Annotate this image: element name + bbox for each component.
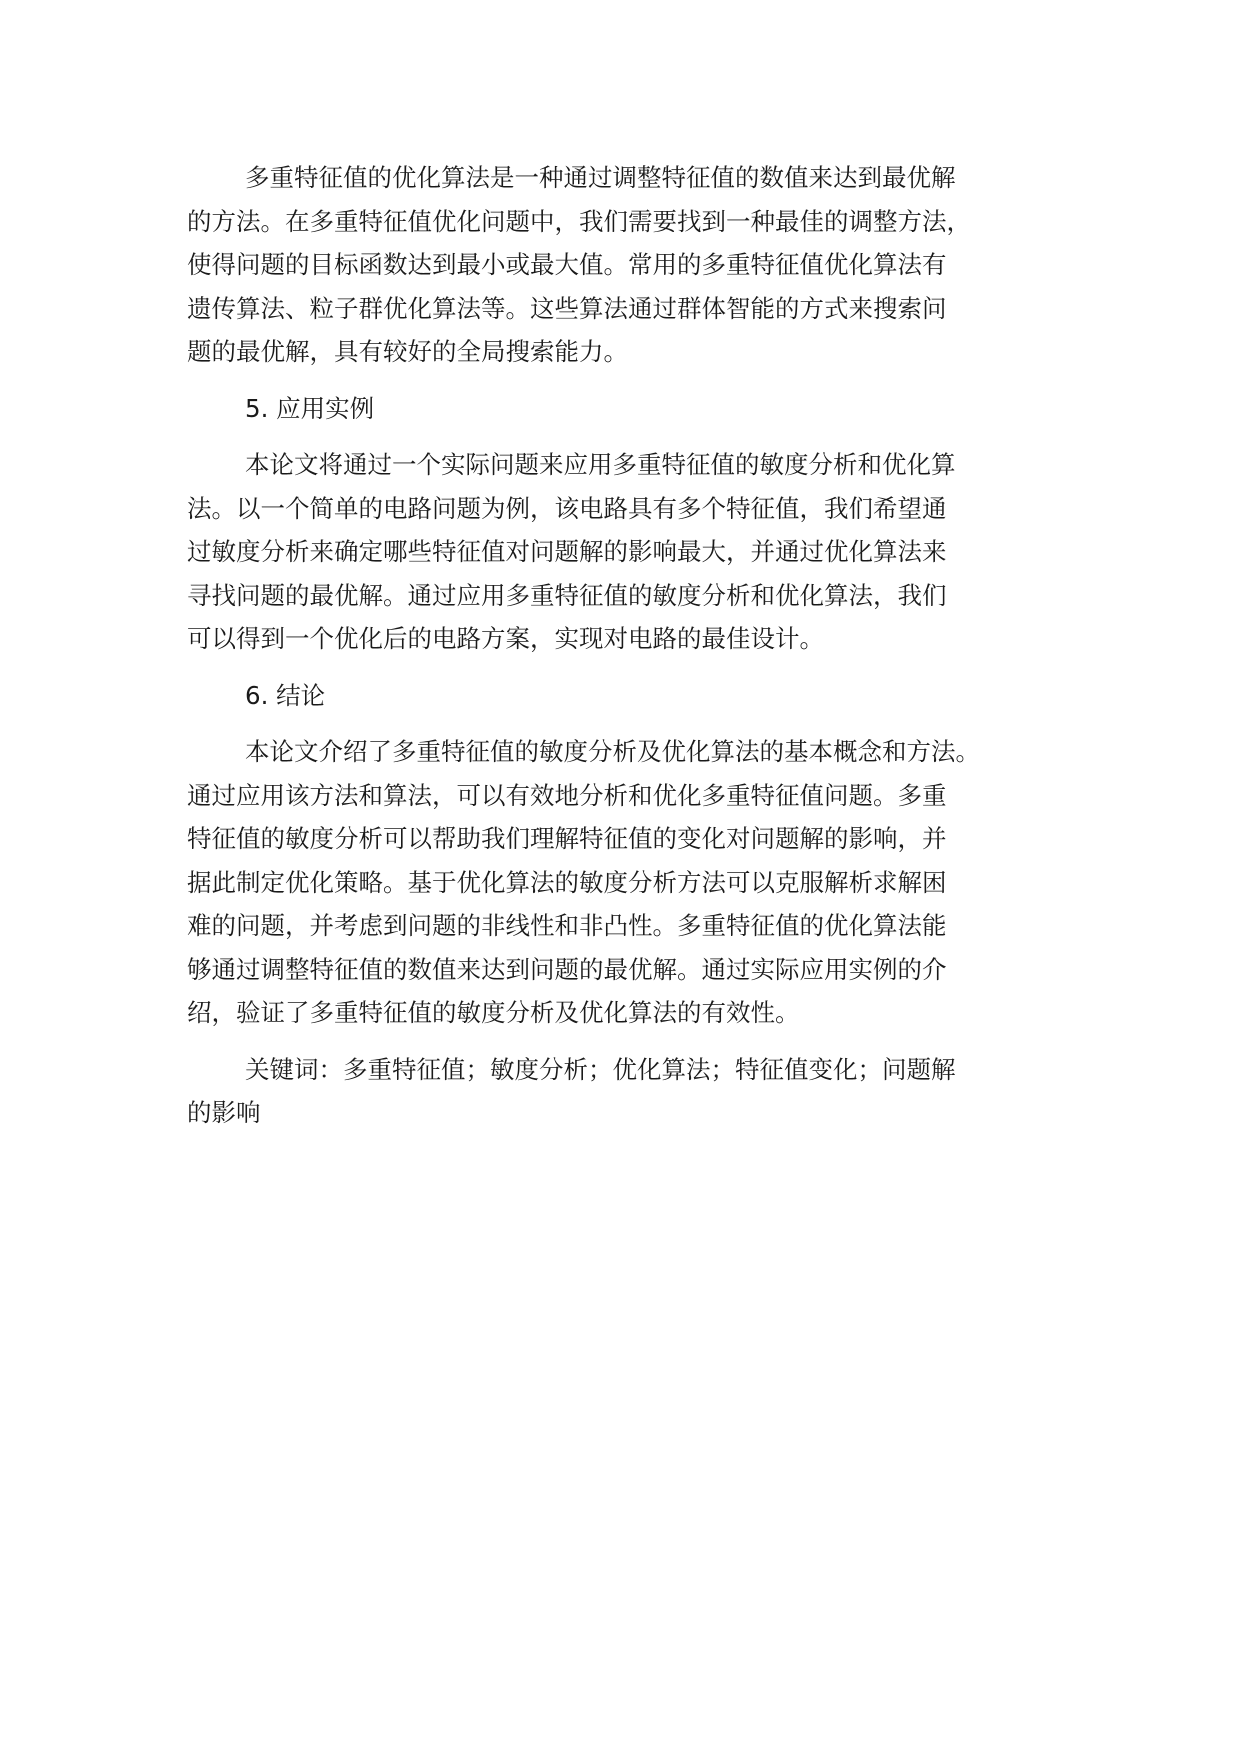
paragraph-keywords (187, 1048, 1087, 1135)
text-line: 绍，验证了多重特征值的敏度分析及优化算法的有效性。 (187, 998, 800, 1027)
text-line: 遗传算法、粒子群优化算法等。这些算法通过群体智能的方式来搜索问 (187, 293, 947, 323)
text-line: 寻找问题的最优解。通过应用多重特征值的敏度分析和优化算法，我们 (187, 580, 947, 610)
text-line: 的影响 (187, 1098, 261, 1127)
text-line: 本论文介绍了多重特征值的敏度分析及优化算法的基本概念和方法。 (245, 737, 980, 766)
section-heading-application: 5. 应用实例 (245, 393, 375, 423)
text-line: 法。以一个简单的电路问题为例，该电路具有多个特征值，我们希望通 (187, 493, 947, 523)
text-line: 通过应用该方法和算法，可以有效地分析和优化多重特征值问题。多重 (187, 780, 947, 810)
document-body (187, 156, 1087, 1148)
text-line: 难的问题，并考虑到问题的非线性和非凸性。多重特征值的优化算法能 (187, 911, 947, 940)
section-heading-conclusion: 6. 结论 (245, 680, 326, 710)
text-line: 本论文将通过一个实际问题来应用多重特征值的敏度分析和优化算 (245, 450, 956, 479)
text-line: 关键词：多重特征值；敏度分析；优化算法；特征值变化；问题解 (245, 1054, 956, 1084)
text-line: 的方法。在多重特征值优化问题中，我们需要找到一种最佳的调整方法， (187, 206, 971, 236)
paragraph-application-example (187, 443, 1087, 661)
paragraph-optimization-algorithm (187, 156, 1087, 374)
text-line: 特征值的敏度分析可以帮助我们理解特征值的变化对问题解的影响，并 (187, 824, 947, 853)
paragraph-conclusion (187, 730, 1087, 1035)
text-line: 题的最优解，具有较好的全局搜索能力。 (187, 337, 628, 366)
text-line: 可以得到一个优化后的电路方案，实现对电路的最佳设计。 (187, 624, 824, 653)
text-line: 使得问题的目标函数达到最小或最大值。常用的多重特征值优化算法有 (187, 250, 947, 279)
text-line: 过敏度分析来确定哪些特征值对问题解的影响最大，并通过优化算法来 (187, 537, 947, 566)
text-line: 够通过调整特征值的数值来达到问题的最优解。通过实际应用实例的介 (187, 954, 947, 984)
text-line: 多重特征值的优化算法是一种通过调整特征值的数值来达到最优解 (245, 163, 956, 192)
text-line: 据此制定优化策略。基于优化算法的敏度分析方法可以克服解析求解困 (187, 867, 947, 897)
